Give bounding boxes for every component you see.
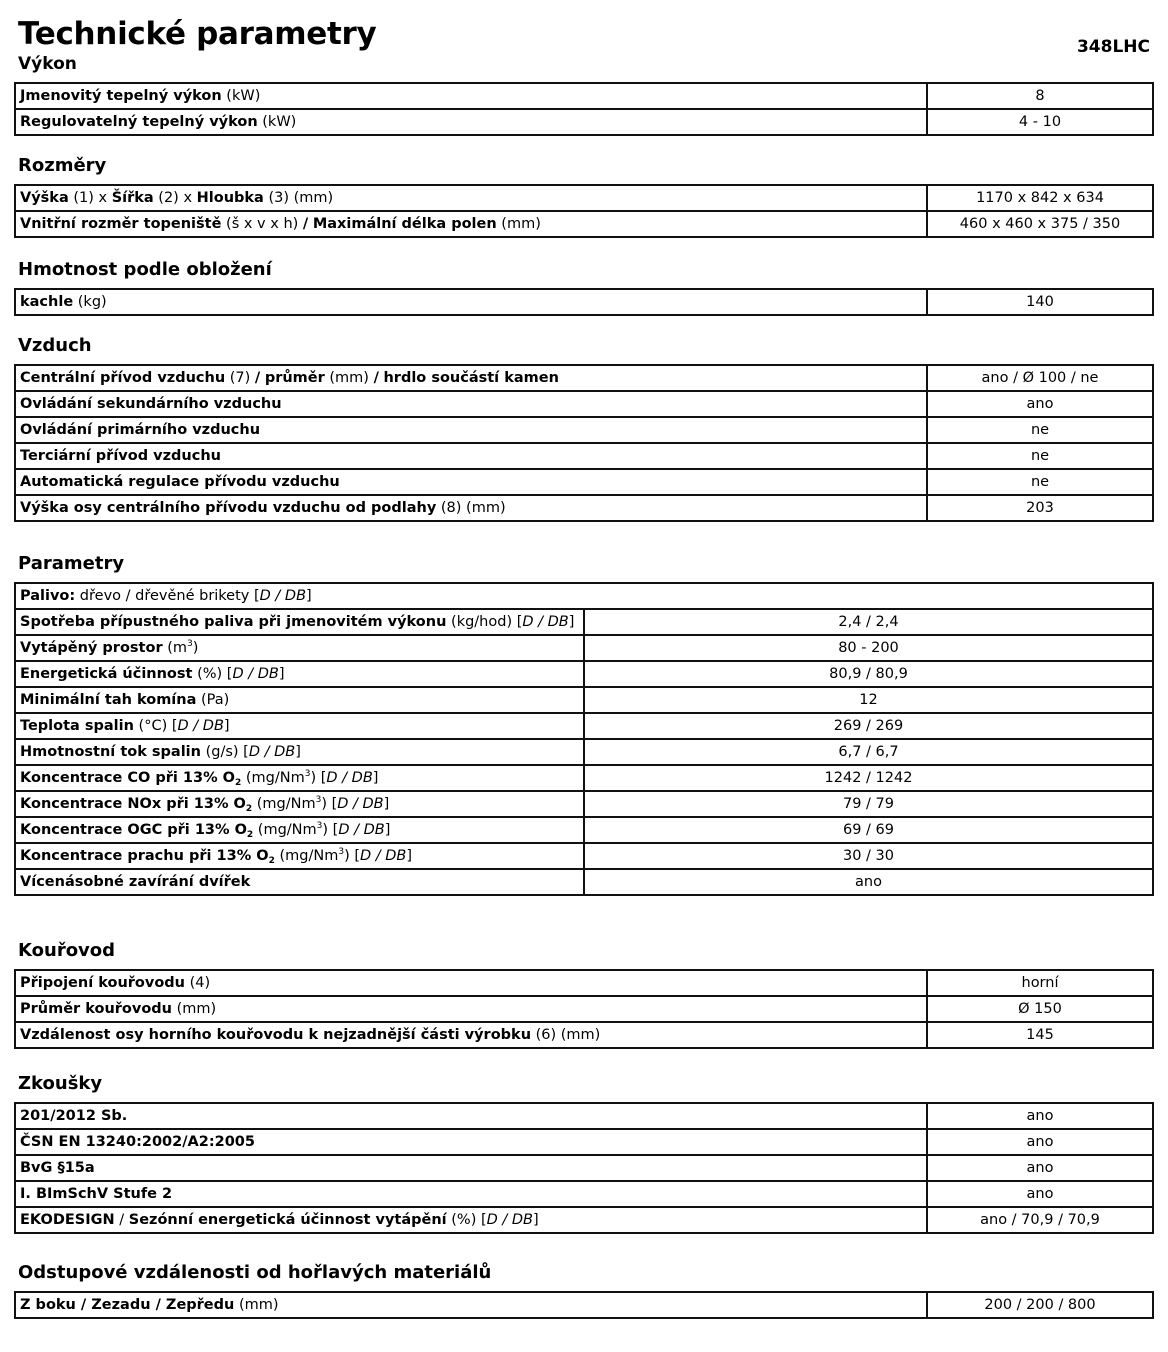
label-segment: (8) (mm) bbox=[436, 500, 506, 516]
parameter-label bbox=[15, 417, 927, 443]
label-segment: Minimální tah komína bbox=[20, 692, 197, 708]
label-segment: hrdlo součástí kamen bbox=[383, 370, 559, 386]
label-segment: (%) [ bbox=[446, 1212, 487, 1228]
label-segment: D / DB bbox=[326, 770, 373, 786]
parameter-value: ne bbox=[927, 417, 1153, 443]
label-segment: 2 bbox=[268, 856, 275, 866]
parameter-value: ano / 70,9 / 70,9 bbox=[927, 1207, 1153, 1233]
label-segment: Připojení kouřovodu bbox=[20, 975, 186, 991]
label-segment: (kg) bbox=[73, 294, 107, 310]
parameter-value: 8 bbox=[927, 83, 1153, 109]
spec-table bbox=[14, 582, 1154, 896]
label-segment: ] bbox=[383, 796, 390, 812]
label-segment: D / DB bbox=[337, 796, 384, 812]
label-segment: 201/2012 Sb. bbox=[20, 1108, 128, 1124]
parameter-label bbox=[15, 739, 584, 765]
label-segment: Sezónní energetická účinnost vytápění bbox=[128, 1212, 447, 1228]
label-segment: ] bbox=[278, 666, 285, 682]
parameter-value: ano bbox=[927, 1155, 1153, 1181]
parameter-value: ano bbox=[927, 1103, 1153, 1129]
label-segment: 2 bbox=[235, 778, 242, 788]
label-segment: ) [ bbox=[310, 770, 327, 786]
label-segment: 2 bbox=[245, 804, 253, 814]
label-segment: Průměr kouřovodu bbox=[20, 1001, 173, 1017]
parameter-value: ano bbox=[927, 1129, 1153, 1155]
label-segment: průměr bbox=[264, 370, 325, 386]
label-segment: (mm) bbox=[324, 370, 374, 386]
table-row bbox=[15, 1103, 1153, 1129]
parameter-label bbox=[15, 289, 927, 315]
label-segment: Výška bbox=[20, 190, 69, 206]
parameter-label bbox=[15, 765, 584, 791]
label-segment: Palivo: bbox=[20, 588, 76, 604]
label-segment: Vnitřní rozměr topeniště bbox=[20, 216, 222, 232]
section-title: Odstupové vzdálenosti od hořlavých materiálů bbox=[18, 1262, 492, 1283]
parameter-value: Ø 150 bbox=[927, 996, 1153, 1022]
section-5 bbox=[14, 939, 1154, 1049]
label-segment: ] bbox=[406, 848, 413, 864]
table-row bbox=[15, 1022, 1153, 1048]
label-segment: ] bbox=[372, 770, 379, 786]
table-row bbox=[15, 1292, 1153, 1318]
parameter-value: 145 bbox=[927, 1022, 1153, 1048]
table-row bbox=[15, 609, 1153, 635]
label-segment: / bbox=[373, 370, 379, 386]
parameter-label bbox=[15, 365, 927, 391]
parameter-label bbox=[15, 996, 927, 1022]
label-segment: / bbox=[114, 1212, 129, 1228]
parameter-label bbox=[15, 609, 584, 635]
label-segment: ) [ bbox=[344, 848, 360, 864]
label-segment: (kW) bbox=[221, 88, 261, 104]
table-row bbox=[15, 83, 1153, 109]
parameter-value: 30 / 30 bbox=[584, 843, 1153, 869]
label-segment: 3 bbox=[187, 639, 193, 649]
label-segment: Vytápěný prostor bbox=[20, 640, 163, 656]
table-row bbox=[15, 1129, 1153, 1155]
section-title: Vzduch bbox=[18, 335, 92, 356]
page-title: Technické parametry bbox=[18, 16, 377, 52]
section-6 bbox=[14, 1072, 1154, 1234]
parameter-value: horní bbox=[927, 970, 1153, 996]
section-0 bbox=[14, 52, 1154, 136]
table-row bbox=[15, 869, 1153, 895]
model-code: 348LHC bbox=[1076, 37, 1150, 57]
label-segment: (°C) [ bbox=[133, 718, 178, 734]
label-segment: D / DB bbox=[177, 718, 224, 734]
parameter-value: 140 bbox=[927, 289, 1153, 315]
parameter-value: ano bbox=[927, 1181, 1153, 1207]
table-row bbox=[15, 289, 1153, 315]
label-segment: D / DB bbox=[522, 614, 569, 630]
spec-table bbox=[14, 288, 1154, 316]
table-row bbox=[15, 583, 1153, 609]
parameter-label bbox=[15, 185, 927, 211]
table-row bbox=[15, 1207, 1153, 1233]
label-segment: ] bbox=[533, 1212, 539, 1228]
parameter-label bbox=[15, 1129, 927, 1155]
parameter-label bbox=[15, 843, 584, 869]
parameter-label bbox=[15, 1155, 927, 1181]
table-row bbox=[15, 817, 1153, 843]
table-row bbox=[15, 996, 1153, 1022]
parameter-value: ano bbox=[584, 869, 1153, 895]
spec-table bbox=[14, 969, 1154, 1049]
label-segment: Koncentrace OGC při 13% O bbox=[20, 822, 247, 838]
parameter-value: ne bbox=[927, 469, 1153, 495]
table-row bbox=[15, 211, 1153, 237]
parameter-value: ne bbox=[927, 443, 1153, 469]
spec-table bbox=[14, 1102, 1154, 1234]
label-segment: Vzdálenost osy horního kouřovodu k nejzadnější části výrobku bbox=[20, 1027, 532, 1043]
table-row bbox=[15, 495, 1153, 521]
table-row bbox=[15, 1155, 1153, 1181]
label-segment: dřevo / dřevěné brikety [ bbox=[75, 588, 260, 604]
label-segment: (kW) bbox=[257, 114, 297, 130]
label-segment: 3 bbox=[315, 795, 322, 805]
label-segment: (%) [ bbox=[192, 666, 233, 682]
label-segment: D / DB bbox=[338, 822, 385, 838]
label-segment: / bbox=[302, 216, 309, 232]
label-segment: Jmenovitý tepelný výkon bbox=[20, 88, 222, 104]
label-segment: Šířka bbox=[111, 190, 154, 206]
section-title: Rozměry bbox=[18, 155, 107, 176]
label-segment: Koncentrace NOx při 13% O bbox=[20, 796, 246, 812]
label-segment: (2) x bbox=[153, 190, 197, 206]
label-segment: Ovládání sekundárního vzduchu bbox=[20, 396, 282, 412]
section-title: Zkoušky bbox=[18, 1073, 103, 1094]
parameter-value: 460 x 460 x 375 / 350 bbox=[927, 211, 1153, 237]
label-segment: Výška osy centrálního přívodu vzduchu od podlahy bbox=[20, 500, 437, 516]
section-4 bbox=[14, 552, 1154, 896]
table-row bbox=[15, 1181, 1153, 1207]
parameter-label bbox=[15, 791, 584, 817]
spec-table bbox=[14, 1291, 1154, 1319]
parameter-label bbox=[15, 1022, 927, 1048]
table-row bbox=[15, 687, 1153, 713]
table-row bbox=[15, 791, 1153, 817]
label-segment: Automatická regulace přívodu vzduchu bbox=[20, 474, 340, 490]
parameter-label bbox=[15, 1207, 927, 1233]
label-segment: (3) (mm) bbox=[263, 190, 334, 206]
parameter-value: 1242 / 1242 bbox=[584, 765, 1153, 791]
section-3 bbox=[14, 334, 1154, 522]
parameter-value: 4 - 10 bbox=[927, 109, 1153, 135]
label-segment: (mg/Nm bbox=[252, 796, 316, 812]
label-segment: ) [ bbox=[322, 822, 339, 838]
label-segment: ] bbox=[223, 718, 230, 734]
parameter-value: 1170 x 842 x 634 bbox=[927, 185, 1153, 211]
parameter-label bbox=[15, 1181, 927, 1207]
parameter-label bbox=[15, 109, 927, 135]
label-segment: D / DB bbox=[232, 666, 279, 682]
label-segment: (mg/Nm bbox=[274, 848, 339, 864]
label-segment: Koncentrace prachu při 13% O bbox=[20, 848, 269, 864]
parameter-label bbox=[15, 83, 927, 109]
parameter-value: 80,9 / 80,9 bbox=[584, 661, 1153, 687]
label-segment: Vícenásobné zavírání dvířek bbox=[20, 874, 251, 890]
parameter-label bbox=[15, 713, 584, 739]
label-segment: ] bbox=[568, 614, 575, 630]
parameter-value: 80 - 200 bbox=[584, 635, 1153, 661]
parameter-value: 6,7 / 6,7 bbox=[584, 739, 1153, 765]
table-row bbox=[15, 469, 1153, 495]
parameter-label bbox=[15, 635, 584, 661]
label-segment: Hmotnostní tok spalin bbox=[20, 744, 201, 760]
label-segment: (6) (mm) bbox=[531, 1027, 601, 1043]
label-segment: D / DB bbox=[248, 744, 296, 760]
table-row bbox=[15, 843, 1153, 869]
label-segment: Maximální délka polen bbox=[312, 216, 497, 232]
label-segment: 3 bbox=[304, 769, 311, 779]
label-segment: Centrální přívod vzduchu bbox=[20, 370, 226, 386]
label-segment: (kg/hod) [ bbox=[446, 614, 523, 630]
label-segment: ] bbox=[306, 588, 312, 604]
label-segment: (š x v x h) bbox=[221, 216, 303, 232]
section-1 bbox=[14, 154, 1154, 238]
table-row bbox=[15, 185, 1153, 211]
label-segment: (Pa) bbox=[196, 692, 230, 708]
label-segment: (m bbox=[162, 640, 187, 656]
parameter-label bbox=[15, 391, 927, 417]
parameter-value: 12 bbox=[584, 687, 1153, 713]
parameter-label bbox=[15, 687, 584, 713]
label-segment: (4) bbox=[185, 975, 211, 991]
table-row bbox=[15, 635, 1153, 661]
parameter-value: ano / Ø 100 / ne bbox=[927, 365, 1153, 391]
label-segment: (mg/Nm bbox=[241, 770, 305, 786]
parameter-label bbox=[15, 211, 927, 237]
label-segment: I. BImSchV Stufe 2 bbox=[20, 1186, 173, 1202]
section-title: Parametry bbox=[18, 553, 125, 574]
label-segment: 3 bbox=[316, 821, 323, 831]
section-7 bbox=[14, 1261, 1154, 1319]
parameter-value: 79 / 79 bbox=[584, 791, 1153, 817]
table-row bbox=[15, 365, 1153, 391]
parameter-value: 2,4 / 2,4 bbox=[584, 609, 1153, 635]
section-2 bbox=[14, 258, 1154, 316]
label-segment: Koncentrace CO při 13% O bbox=[20, 770, 236, 786]
spec-table bbox=[14, 184, 1154, 238]
label-segment: EKODESIGN bbox=[20, 1212, 115, 1228]
label-segment: ČSN EN 13240:2002/A2:2005 bbox=[20, 1134, 255, 1150]
section-title: Výkon bbox=[18, 54, 77, 74]
parameter-label bbox=[15, 495, 927, 521]
section-title: Hmotnost podle obložení bbox=[18, 259, 272, 280]
parameter-value: 69 / 69 bbox=[584, 817, 1153, 843]
parameter-label bbox=[15, 970, 927, 996]
label-segment: Hloubka bbox=[196, 190, 264, 206]
parameter-label bbox=[15, 583, 1153, 609]
label-segment: BvG §15a bbox=[20, 1160, 95, 1176]
label-segment: D / DB bbox=[486, 1212, 534, 1228]
label-segment: ) bbox=[192, 640, 199, 656]
table-row bbox=[15, 713, 1153, 739]
parameter-label bbox=[15, 1292, 927, 1318]
label-segment: Ovládání primárního vzduchu bbox=[20, 422, 261, 438]
label-segment: kachle bbox=[20, 294, 74, 310]
label-segment: (7) bbox=[225, 370, 255, 386]
parameter-label bbox=[15, 443, 927, 469]
table-row bbox=[15, 970, 1153, 996]
label-segment: Z boku / Zezadu / Zepředu bbox=[20, 1297, 235, 1313]
label-segment: ] bbox=[295, 744, 301, 760]
table-row bbox=[15, 391, 1153, 417]
label-segment: (mm) bbox=[234, 1297, 279, 1313]
label-segment: Regulovatelný tepelný výkon bbox=[20, 114, 258, 130]
table-row bbox=[15, 661, 1153, 687]
label-segment: (1) x bbox=[68, 190, 112, 206]
label-segment: Teplota spalin bbox=[20, 718, 134, 734]
label-segment: / bbox=[254, 370, 261, 386]
label-segment: ) [ bbox=[321, 796, 338, 812]
label-segment: (mm) bbox=[172, 1001, 217, 1017]
table-row bbox=[15, 765, 1153, 791]
label-segment: 2 bbox=[246, 830, 254, 840]
label-segment: Terciární přívod vzduchu bbox=[20, 448, 221, 464]
parameter-label bbox=[15, 469, 927, 495]
parameter-label bbox=[15, 869, 584, 895]
parameter-label bbox=[15, 1103, 927, 1129]
parameter-value: 200 / 200 / 800 bbox=[927, 1292, 1153, 1318]
label-segment: Spotřeba přípustného paliva při jmenovitém výkonu bbox=[20, 614, 447, 630]
label-segment: D / DB bbox=[360, 848, 407, 864]
label-segment: D / DB bbox=[259, 588, 307, 604]
parameter-value: 203 bbox=[927, 495, 1153, 521]
label-segment: Energetická účinnost bbox=[20, 666, 193, 682]
label-segment: (g/s) [ bbox=[200, 744, 249, 760]
label-segment: (mm) bbox=[496, 216, 541, 232]
table-row bbox=[15, 739, 1153, 765]
section-title: Kouřovod bbox=[18, 940, 116, 961]
parameter-value: 269 / 269 bbox=[584, 713, 1153, 739]
label-segment: (mg/Nm bbox=[253, 822, 317, 838]
spec-table bbox=[14, 364, 1154, 522]
spec-table bbox=[14, 82, 1154, 136]
parameter-value: ano bbox=[927, 391, 1153, 417]
label-segment: ] bbox=[384, 822, 391, 838]
label-segment: 3 bbox=[338, 847, 345, 857]
table-row bbox=[15, 417, 1153, 443]
parameter-label bbox=[15, 817, 584, 843]
table-row bbox=[15, 109, 1153, 135]
table-row bbox=[15, 443, 1153, 469]
parameter-label bbox=[15, 661, 584, 687]
